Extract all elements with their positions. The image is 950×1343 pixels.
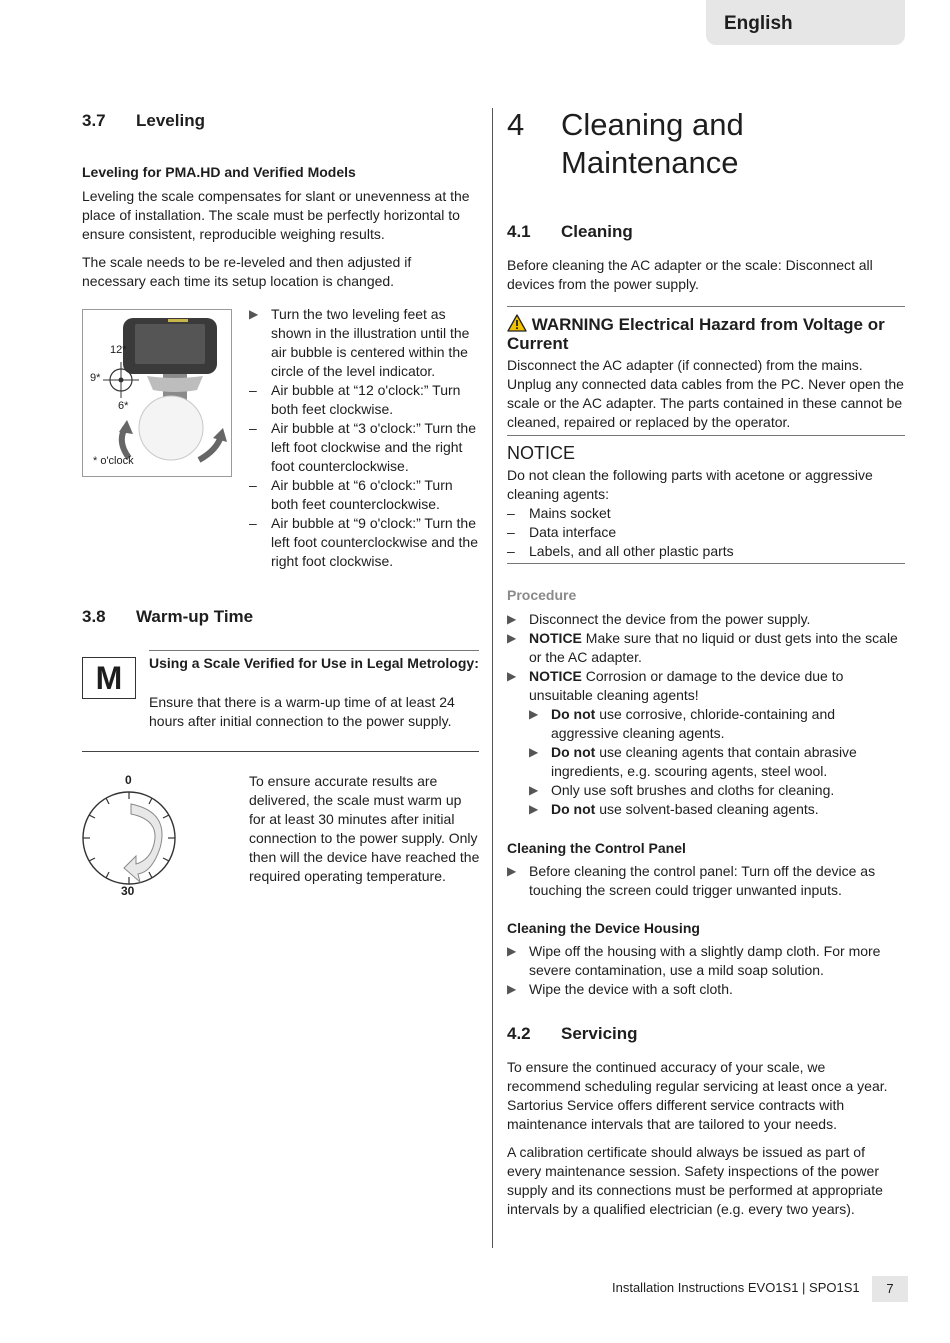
control-panel-heading: Cleaning the Control Panel: [507, 840, 686, 856]
metrology-title: Using a Scale Verified for Use in Legal Metrology:: [149, 655, 479, 671]
cleaning-intro: Before cleaning the AC adapter or the scale: Disconnect all devices from the power supply.: [507, 257, 873, 292]
column-divider: [492, 108, 493, 1248]
notice-item-text: Data interface: [529, 524, 617, 540]
list-item: – Mains socket: [507, 505, 611, 521]
level-label-12: 12*: [110, 344, 127, 356]
clock-icon: [76, 772, 186, 900]
list-item: – Air bubble at “3 o'clock:” Turn the left foot clockwise and the right foot counterclockwise.: [249, 420, 476, 474]
device-housing-heading: Cleaning the Device Housing: [507, 920, 700, 936]
section-4-1-heading: [507, 221, 907, 242]
footer-document-title: Installation Instructions EVO1S1 | SPO1S1: [612, 1280, 860, 1295]
triangle-bullet-icon: ▶: [249, 307, 259, 321]
level-label-oclock: * o'clock: [93, 455, 134, 467]
section-title: Warm-up Time: [136, 607, 254, 626]
notice-text: Do not clean the following parts with acetone or aggressive cleaning agents:: [507, 467, 873, 502]
triangle-bullet-icon: ▶: [529, 802, 539, 816]
section-number: 3.7: [82, 111, 106, 130]
notice-list: [507, 504, 905, 561]
list-item: [507, 667, 905, 819]
step-text: Turn the two leveling feet as shown in the illustration until the air bubble is centered within the circle of the level indicator.: [271, 306, 470, 379]
triangle-bullet-icon: ▶: [507, 864, 517, 878]
list-item: [529, 781, 905, 800]
leveling-paragraph-1: Leveling the scale compensates for slant or unevenness at the place of installation. The scale must be perfectly horizontal to ensure consistent, reproducible weighing results.: [82, 188, 470, 242]
chapter-title: [561, 106, 901, 182]
metrology-text: Ensure that there is a warm-up time of at least 24 hours after initial connection to the power supply.: [149, 694, 455, 729]
section-number: 3.8: [82, 607, 106, 626]
language-tab: [706, 0, 905, 45]
chapter-number: 4: [507, 107, 525, 142]
list-item: – Air bubble at “6 o'clock:” Turn both feet counterclockwise.: [249, 477, 453, 512]
step-bold: Do not: [551, 744, 596, 760]
section-3-8-heading: [82, 606, 482, 627]
list-item: [507, 610, 905, 629]
leveling-illustration: [82, 309, 232, 477]
servicing-paragraph-2: A calibration certificate should always be issued as part of every maintenance session. Safety inspections of the power supply and its connections must be performed at appropriate intervals by a qualified electrician (e.g. every two years).: [507, 1144, 883, 1217]
warning-triangle-icon: [507, 314, 527, 332]
list-item: [507, 980, 905, 999]
section-number: 4.2: [507, 1024, 531, 1043]
dash-item-text: Air bubble at “6 o'clock:” Turn both feet counterclockwise.: [271, 477, 453, 512]
triangle-bullet-icon: ▶: [507, 944, 517, 958]
warning-heading: [507, 314, 905, 353]
dash-item-text: Air bubble at “3 o'clock:” Turn the left foot clockwise and the right foot counterclockwise.: [271, 420, 476, 474]
divider: [149, 650, 479, 651]
scale-leveling-drawing: [83, 310, 231, 476]
section-title: Servicing: [561, 1024, 638, 1043]
list-item: [529, 800, 905, 819]
leveling-steps: [249, 305, 481, 571]
warmup-clock-illustration: [76, 772, 186, 900]
step-text: Wipe the device with a soft cloth.: [529, 981, 733, 997]
step-text: Before cleaning the control panel: Turn off the device as touching the screen could trigger unwanted inputs.: [529, 863, 876, 898]
notice-title: NOTICE: [507, 443, 576, 463]
divider: [507, 435, 905, 436]
control-panel-steps: [507, 862, 905, 900]
step-bold: NOTICE: [529, 668, 582, 684]
divider: [507, 563, 905, 564]
step-bold: Do not: [551, 706, 596, 722]
step-text: use cleaning agents that contain abrasive ingredients, e.g. scouring agents, steel wool.: [551, 744, 857, 779]
chapter-title-line-1: Cleaning and: [561, 107, 744, 142]
step-bold: NOTICE: [529, 630, 582, 646]
page-number-tab: [872, 1276, 908, 1302]
list-item: [507, 862, 905, 900]
list-item: – Labels, and all other plastic parts: [507, 543, 734, 559]
triangle-bullet-icon: ▶: [507, 982, 517, 996]
list-item: [529, 705, 905, 743]
clock-label-30: 30: [121, 884, 135, 898]
triangle-bullet-icon: ▶: [507, 612, 517, 626]
procedure-steps: [507, 610, 905, 819]
list-item: [249, 305, 481, 381]
chapter-title-line-2: Maintenance: [561, 145, 739, 180]
step-text: Only use soft brushes and cloths for cleaning.: [551, 782, 835, 798]
section-4-2-heading: [507, 1023, 907, 1044]
notice-item-text: Labels, and all other plastic parts: [529, 543, 734, 559]
section-3-7-heading: [82, 110, 482, 131]
section-title: Cleaning: [561, 222, 633, 241]
step-text: Make sure that no liquid or dust gets into the scale or the AC adapter.: [529, 630, 898, 665]
divider: [82, 751, 479, 752]
leveling-subheading: Leveling for PMA.HD and Verified Models: [82, 164, 356, 180]
step-text: Disconnect the device from the power supply.: [529, 611, 811, 627]
legal-metrology-m-icon: M: [82, 657, 136, 699]
warmup-paragraph: To ensure accurate results are delivered, the scale must warm up for at least 30 minutes after initial connection to the power supply. Only then will the device have reached the required operating temperature.: [249, 773, 480, 884]
list-item: – Air bubble at “9 o'clock:” Turn the left foot counterclockwise and the right foot clockwise.: [249, 515, 479, 569]
list-item: – Data interface: [507, 524, 617, 540]
triangle-bullet-icon: ▶: [507, 669, 517, 683]
leveling-paragraph-2: The scale needs to be re-leveled and then adjusted if necessary each time its setup location is changed.: [82, 254, 412, 289]
servicing-paragraph-1: To ensure the continued accuracy of your scale, we recommend scheduling regular servicing at least once a year. Sartorius Service offers different service contracts with maintenance intervals that are tailored to your needs.: [507, 1059, 888, 1132]
divider: [507, 306, 905, 307]
step-text: Corrosion or damage to the device due to unsuitable cleaning agents!: [529, 668, 844, 703]
list-item: [507, 629, 905, 667]
clock-label-0: 0: [125, 773, 132, 787]
step-text: Wipe off the housing with a slightly damp cloth. For more severe contamination, use a mild soap solution.: [529, 943, 881, 978]
triangle-bullet-icon: ▶: [529, 707, 539, 721]
list-item: – Air bubble at “12 o'clock:” Turn both feet clockwise.: [249, 382, 461, 417]
device-housing-steps: [507, 942, 905, 999]
level-label-6: 6*: [118, 400, 129, 412]
step-text: use solvent-based cleaning agents.: [595, 801, 819, 817]
section-title: Leveling: [136, 111, 205, 130]
level-label-9: 9*: [90, 372, 101, 384]
triangle-bullet-icon: ▶: [507, 631, 517, 645]
section-number: 4.1: [507, 222, 531, 241]
language-label: English: [724, 13, 793, 34]
page-number: 7: [886, 1281, 894, 1296]
step-bold: Do not: [551, 801, 596, 817]
notice-item-text: Mains socket: [529, 505, 611, 521]
warning-text: Disconnect the AC adapter (if connected) from the mains. Unplug any connected data cables from the PC. Never open the scale or the AC adapter. The parts contained in these cannot be cleaned, repaired or replaced by the operator.: [507, 357, 904, 430]
dash-item-text: Air bubble at “12 o'clock:” Turn both feet clockwise.: [271, 382, 461, 417]
triangle-bullet-icon: ▶: [529, 783, 539, 797]
procedure-label: Procedure: [507, 587, 577, 603]
dash-item-text: Air bubble at “9 o'clock:” Turn the left foot counterclockwise and the right foot clockwise.: [271, 515, 479, 569]
list-item: [507, 942, 905, 980]
warning-title: WARNING Electrical Hazard from Voltage or Current: [507, 315, 885, 353]
triangle-bullet-icon: ▶: [529, 745, 539, 759]
step-text: use corrosive, chloride-containing and aggressive cleaning agents.: [551, 706, 836, 741]
list-item: [529, 743, 905, 781]
